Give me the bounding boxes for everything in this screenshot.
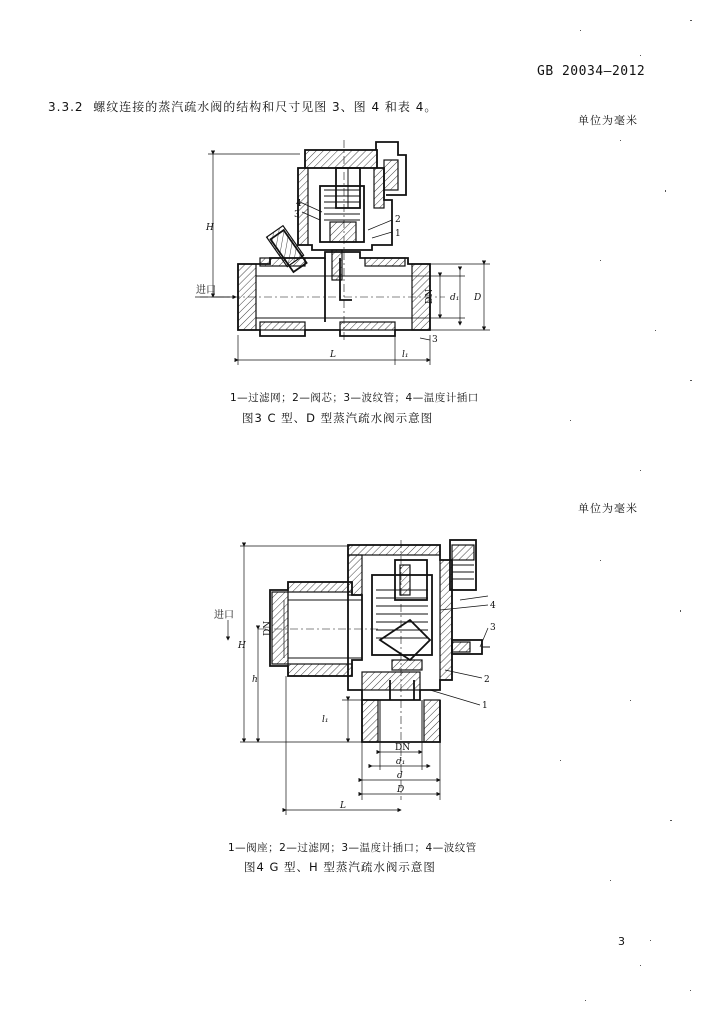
fig3-dim-H: H [206, 223, 214, 233]
figure3-drawing [195, 140, 490, 365]
fig4-dim-h: h [252, 675, 258, 685]
fig3-dim-D: D [474, 293, 482, 303]
figure3-unit-note: 单位为毫米 [578, 114, 638, 127]
fig3-part-2: 2 [395, 215, 401, 225]
fig3-part-3b: 3 [432, 335, 438, 345]
figure4-caption: 图4 G 型、H 型蒸汽疏水阀示意图 [244, 860, 436, 874]
clause-body: 螺纹连接的蒸汽疏水阀的结构和尺寸见图 3、图 4 和表 4。 [93, 100, 438, 114]
fig3-part-1: 1 [395, 229, 401, 239]
fig4-dim-d1: d₁ [396, 757, 406, 767]
figure3-legend: 1—过滤网；2—阀芯；3—波纹管；4—温度计插口 [230, 392, 479, 404]
page-number: 3 [618, 935, 625, 948]
fig4-part-1: 1 [482, 701, 488, 711]
fig4-inlet-label: 进口 [214, 610, 234, 621]
scan-noise [560, 20, 692, 1001]
clause-number: 3.3.2 [48, 100, 84, 114]
fig4-part-2: 2 [484, 675, 490, 685]
fig4-dim-d: d [397, 771, 403, 781]
fig3-part-4: 4 [296, 199, 302, 209]
figure4-unit-note: 单位为毫米 [578, 502, 638, 515]
fig4-dim-l1: l₁ [322, 715, 329, 725]
fig4-dim-L: L [340, 801, 346, 811]
fig4-dim-DN: DN [395, 743, 411, 753]
fig3-dim-l1: l₁ [402, 350, 409, 360]
fig4-part-3: 3 [490, 623, 496, 633]
figure4-legend: 1—阀座；2—过滤网；3—温度计插口；4—波纹管 [228, 842, 477, 854]
fig4-part-4: 4 [490, 601, 496, 611]
fig4-dim-D: D [397, 785, 405, 795]
fig4-dim-DN-inlet: DN [263, 620, 273, 636]
fig3-dim-d1: d₁ [450, 293, 460, 303]
figure3-caption: 图3 C 型、D 型蒸汽疏水阀示意图 [242, 411, 434, 425]
standard-number: GB 20034—2012 [537, 64, 646, 79]
fig3-dim-L: L [330, 350, 336, 360]
fig3-part-3: 3 [294, 210, 300, 220]
fig3-dim-DN: DN [425, 288, 435, 304]
fig3-inlet-label: 进口 [196, 285, 216, 296]
fig4-dim-H: H [238, 641, 246, 651]
figure4-drawing [228, 540, 490, 815]
